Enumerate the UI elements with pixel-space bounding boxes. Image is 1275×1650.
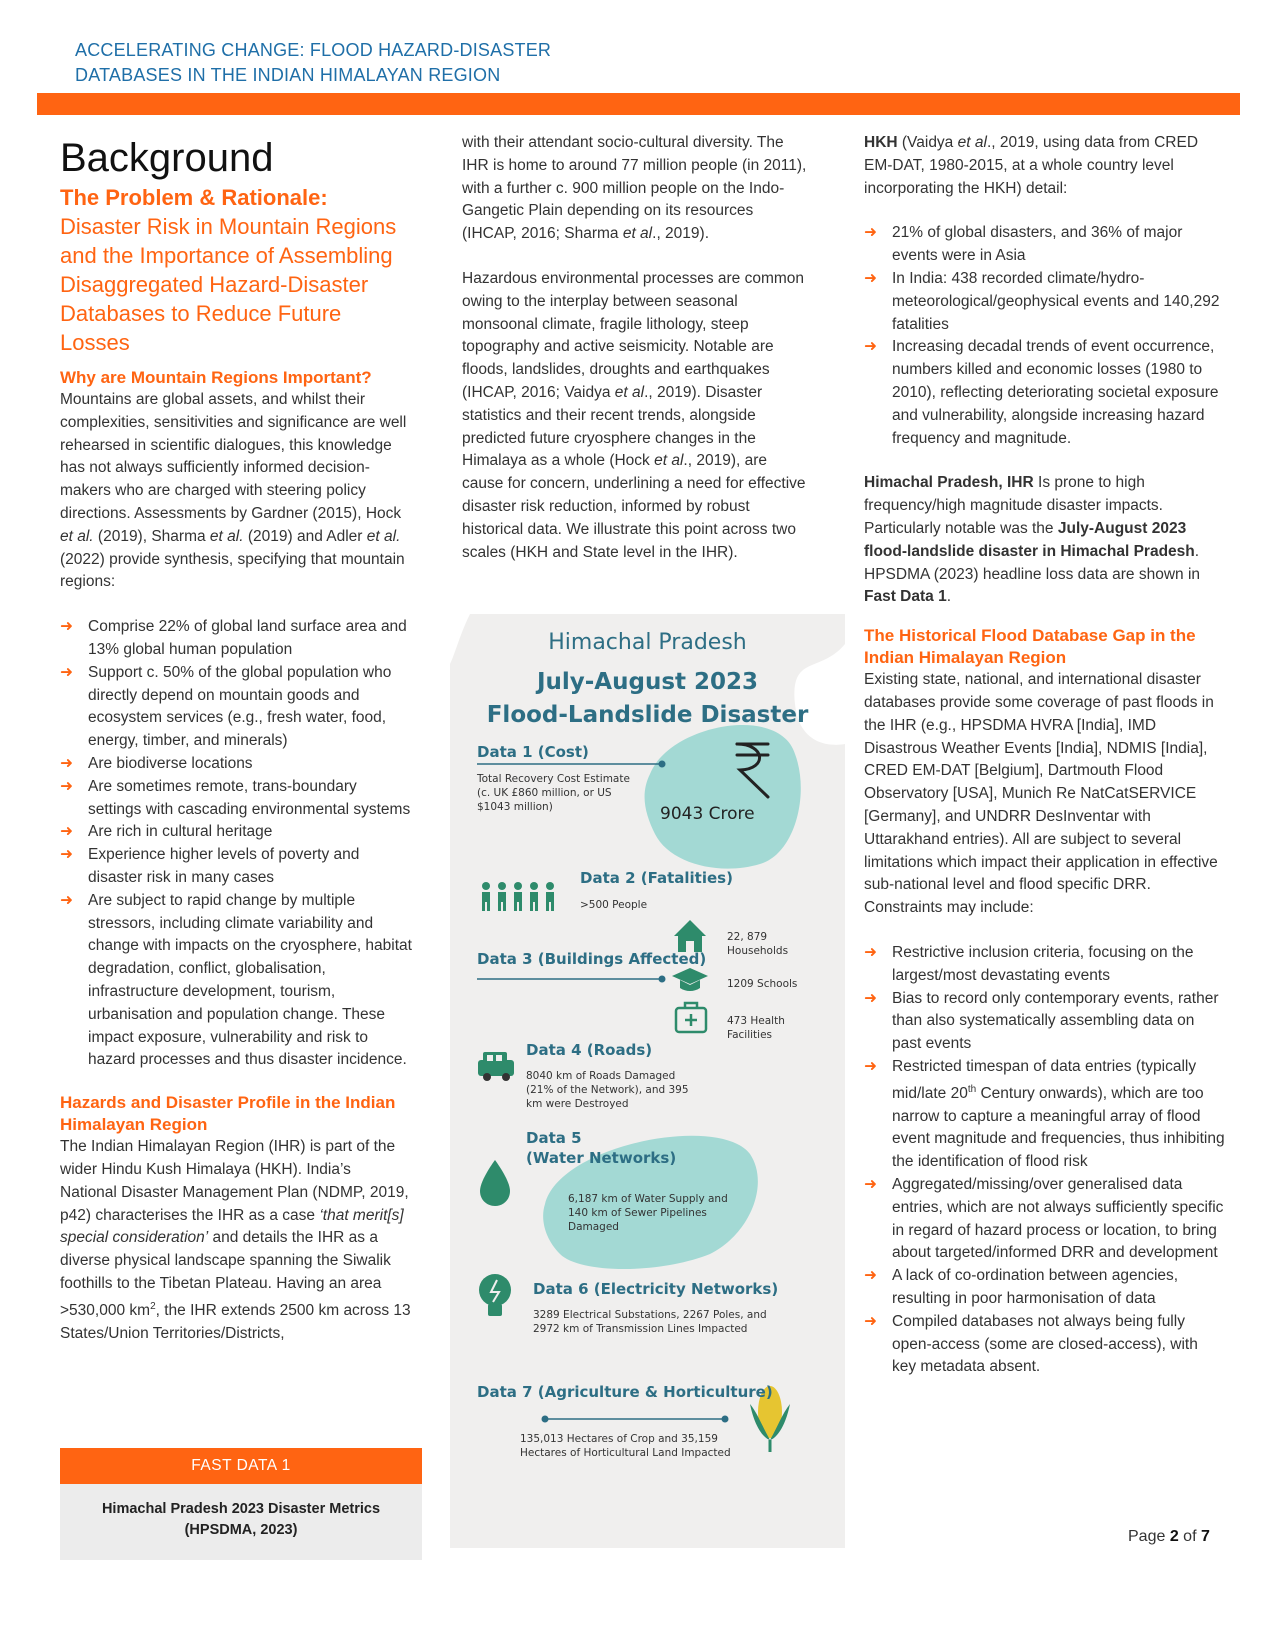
list-item: ➜ Are biodiverse locations <box>60 753 412 776</box>
list-item: ➜ Are sometimes remote, trans-boundary settings with cascading environmental systems <box>60 776 412 822</box>
list-item: ➜ Restrictive inclusion criteria, focusing on the largest/most devastating events <box>864 942 1226 988</box>
mountain-bullets <box>60 616 412 1072</box>
ihr-paragraph: with their attendant socio-cultural diversity. The IHR is home to around 77 million people (in 2011), with a further c. 900 million people on the Indo-Gangetic Plain depending on its resources (IHCAP, 2016; Sharma et al., 2019). <box>462 134 807 243</box>
data3-health: 473 Health Facilities <box>727 1015 785 1041</box>
house-icon <box>674 920 706 952</box>
data5-heading: Data 5 (Water Networks) <box>526 1129 677 1167</box>
spacer <box>864 609 1226 625</box>
rationale-subheading: Disaster Risk in Mountain Regions and the Importance of Assembling Disaggregated Hazard-Disaster Databases to Reduce Future Losses <box>60 214 397 355</box>
people-icon <box>482 882 554 911</box>
data6-text: 3289 Electrical Substations, 2267 Poles, and 2972 km of Transmission Lines Impacted <box>533 1309 767 1335</box>
data3-households: 22, 879 Households <box>727 931 789 957</box>
database-gap-paragraph: Existing state, national, and international disaster databases provide some coverage of past floods in the IHR (e.g., HPSDMA HVRA [India], IMD Disastrous Weather Events [India], NDMIS [India], CRED EM-DAT [Belgium], Dartmouth Flood Observatory [USA], Munich Re NatCatSERVICE [Germany], and UNDRR DesInventar with Uttarakhand entries). All are subject to several limitations which impact their application in effective sub-national level and flood specific DRR. Constraints may include: <box>864 671 1218 917</box>
column-1 <box>60 135 412 1345</box>
list-item: ➜ Bias to record only contemporary events, rather than also systematically assembling data on past events <box>864 988 1226 1056</box>
data4-heading: Data 4 (Roads) <box>526 1041 653 1059</box>
list-item: ➜ A lack of co-ordination between agencies, resulting in poor harmonisation of data <box>864 1265 1226 1311</box>
health-facility-icon <box>676 1003 706 1032</box>
lightbulb-icon <box>479 1274 511 1316</box>
list-item: ➜ Experience higher levels of poverty and disaster risk in many cases <box>60 844 412 890</box>
infographic-title: July-August 2023 Flood-Landslide Disaster <box>486 669 809 728</box>
why-paragraph: Mountains are global assets, and whilst their complexities, sensitivities and significance are well rehearsed in scientific dialogues, this knowledge has not always sufficiently informed decision-makers who are charged with steering policy directions. Assessments by Gardner (2015), Hock et al. (2019), Sharma et al. (2019) and Adler et al. (2022) provide synthesis, specifying that mountain regions: <box>60 391 407 591</box>
header-accent-bar <box>37 93 1240 115</box>
column-2 <box>462 132 812 564</box>
section-title: Background <box>60 136 274 180</box>
document-header <box>75 38 775 88</box>
data4-text: 8040 km of Roads Damaged (21% of the Network), and 395 km were Destroyed <box>526 1070 689 1110</box>
spacer <box>864 200 1226 222</box>
data2-heading: Data 2 (Fatalities) <box>580 869 733 887</box>
why-heading: Why are Mountain Regions Important? <box>60 368 372 387</box>
data6-heading: Data 6 (Electricity Networks) <box>533 1280 779 1298</box>
header-line-2: DATABASES IN THE INDIAN HIMALAYAN REGION <box>75 65 501 85</box>
page-number: Page 2 of 7 <box>1128 1528 1210 1545</box>
list-item: ➜ Compiled databases not always being fully open-access (some are closed-access), with key metadata absent. <box>864 1311 1226 1379</box>
cost-blob <box>645 725 801 869</box>
column-3 <box>864 132 1226 1379</box>
data7-text: 135,013 Hectares of Crop and 35,159 Hectares of Horticultural Land Impacted <box>520 1433 731 1459</box>
himachal-paragraph: Himachal Pradesh, IHR Is prone to high frequency/high magnitude disaster impacts. Particularly notable was the July-August 2023 flood-landslide disaster in Himachal Pradesh. HPSDMA (2023) headline loss data are shown in Fast Data 1. <box>864 474 1201 606</box>
hkh-bullets <box>864 222 1226 450</box>
spacer <box>60 1072 412 1092</box>
data3-schools: 1209 Schools <box>727 978 798 990</box>
list-item: ➜ Comprise 22% of global land surface area and 13% global human population <box>60 616 412 662</box>
data3-heading: Data 3 (Buildings Affected) <box>477 950 707 968</box>
data2-text: >500 People <box>580 899 648 911</box>
list-item: ➜ Support c. 50% of the global population who directly depend on mountain goods and ecosystem services (e.g., fresh water, food, energy, timber, and minerals) <box>60 662 412 753</box>
hazards-heading: Hazards and Disaster Profile in the Indian Himalayan Region <box>60 1093 396 1135</box>
spacer <box>864 450 1226 472</box>
data7-heading: Data 7 (Agriculture & Horticulture) <box>477 1383 773 1401</box>
list-item: ➜ In India: 438 recorded climate/hydro-meteorological/geophysical events and 140,292 fatalities <box>864 268 1226 336</box>
water-drop-icon <box>480 1160 510 1206</box>
hazards-paragraph: The Indian Himalayan Region (IHR) is part of the wider Hindu Kush Himalaya (HKH). India’s National Disaster Management Plan (NDMP, 2019, p42) characterises the IHR as a case ‘that merit[s] special consideration’ and details the IHR as a diverse physical landscape spanning the Siwalik foothills to the Tibetan Plateau. Having an area >530,000 $km^2$, the IHR extends 2500 km across 13 States/Union Territories/Districts, <box>60 1138 411 1342</box>
fast-data-caption: Himachal Pradesh 2023 Disaster Metrics (HPSDMA, 2023) <box>60 1484 422 1560</box>
header-line-1: ACCELERATING CHANGE: FLOOD HAZARD-DISASTER <box>75 40 552 60</box>
constraint-bullets <box>864 942 1226 1379</box>
database-gap-heading: The Historical Flood Database Gap in the Indian Himalayan Region <box>864 626 1196 668</box>
data1-value: 9043 Crore <box>660 804 755 824</box>
data1-heading: Data 1 (Cost) <box>477 743 589 761</box>
data1-text: Total Recovery Cost Estimate (c. UK £860 million, or US $1043 million) <box>477 773 630 813</box>
car-icon <box>478 1052 514 1081</box>
list-item: ➜ 21% of global disasters, and 36% of major events were in Asia <box>864 222 1226 268</box>
list-item: ➜ Restricted timespan of data entries (typically mid/late 20th Century onwards), which are too narrow to capture a meaningful array of flood event magnitude and frequencies, thus inhibiting the identification of flood risk <box>864 1056 1226 1174</box>
data5-text: 6,187 km of Water Supply and 140 km of Sewer Pipelines Damaged <box>568 1193 728 1233</box>
list-item: ➜ Increasing decadal trends of event occurrence, numbers killed and economic losses (1980 to 2010), reflecting deteriorating societal exposure and vulnerability, alongside increasing hazard frequency and magnitude. <box>864 336 1226 450</box>
school-icon <box>672 968 708 991</box>
list-item: ➜ Are subject to rapid change by multiple stressors, including climate variability and change with impacts on the cryosphere, habitat degradation, conflict, globalisation, infrastructure development, tourism, urbanisation and population change. These impact exposure, vulnerability and risk to hazard processes and thus disaster incidence. <box>60 890 412 1072</box>
rationale-heading: The Problem & Rationale: <box>60 185 328 210</box>
fast-data-title: FAST DATA 1 <box>60 1448 422 1484</box>
hazard-processes-paragraph: Hazardous environmental processes are common owing to the interplay between seasonal monsoonal climate, fragile lithology, steep topography and active seismicity. Notable are floods, landslides, droughts and earthquakes (IHCAP, 2016; Vaidya et al., 2019). Disaster statistics and their recent trends, alongside predicted future cryosphere changes in the Himalaya as a whole (Hock et al., 2019), are cause for concern, underlining a need for effective disaster risk reduction, informed by robust historical data. We illustrate this point across two scales (HKH and State level in the IHR). <box>462 269 806 561</box>
spacer <box>864 920 1226 942</box>
hkh-paragraph: HKH (Vaidya et al., 2019, using data from CRED EM-DAT, 1980-2015, at a whole country level incorporating the HKH) detail: <box>864 134 1199 197</box>
list-item: ➜ Are rich in cultural heritage <box>60 821 412 844</box>
disaster-infographic <box>450 614 845 1548</box>
spacer <box>60 594 412 616</box>
spacer <box>462 246 812 268</box>
infographic-state: Himachal Pradesh <box>548 630 747 655</box>
list-item: ➜ Aggregated/missing/over generalised data entries, which are not always sufficiently specific in regard of hazard process or location, to bring about targeted/informed DRR and development <box>864 1174 1226 1265</box>
